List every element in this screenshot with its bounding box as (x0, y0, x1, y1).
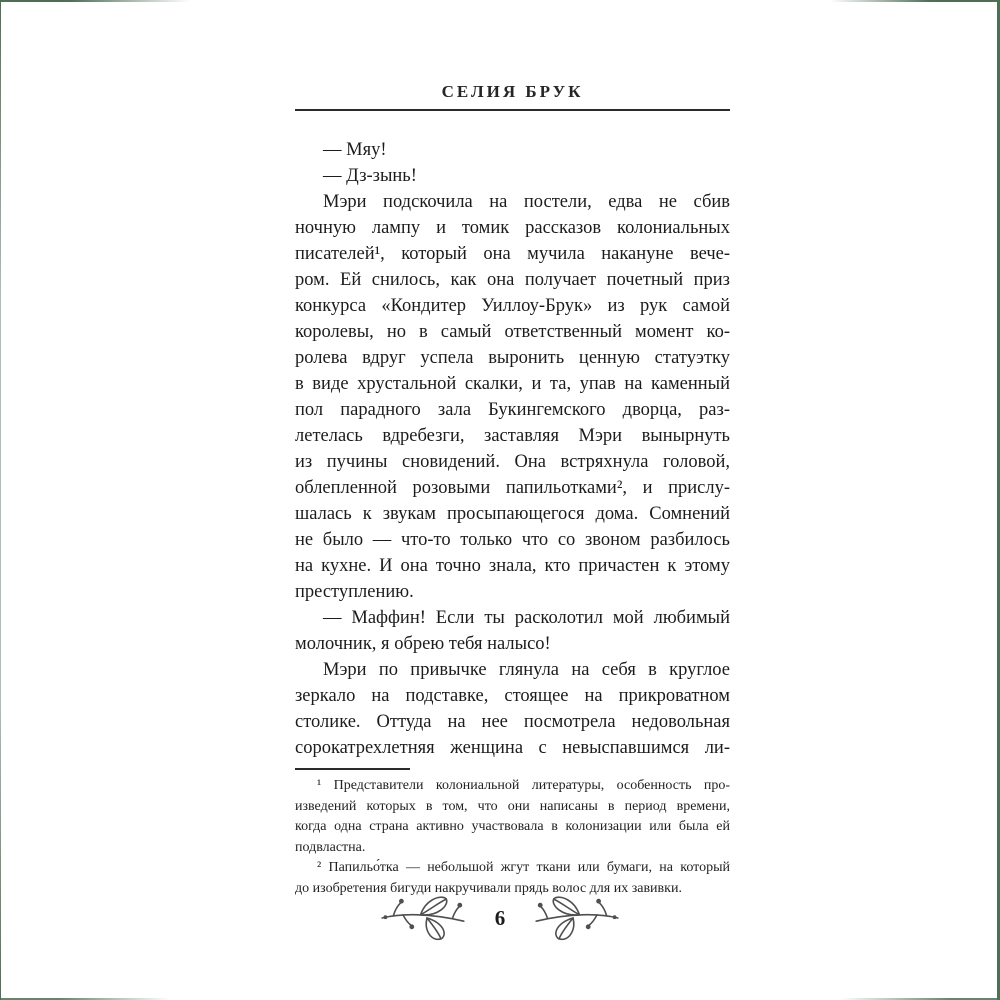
text-line: ром. Ей снилось, как она получает почетный приз (295, 270, 730, 290)
text-line: преступлению. (295, 582, 414, 602)
text-line: молочник, я обрею тебя налысо! (295, 634, 551, 654)
text-line: Мэри подскочила на постели, едва не сбив (323, 192, 730, 212)
body-text (295, 137, 730, 761)
text-line: конкурса «Кондитер Уиллоу-Брук» из рук самой (295, 296, 730, 316)
text-line: писателей¹, который она мучила накануне вече- (295, 244, 730, 264)
footnote-line: ¹ Представители колониальной литературы, особенность про- (317, 778, 730, 793)
leaf-ornament-left-icon (379, 890, 467, 946)
footnote-line: подвластна. (295, 839, 366, 855)
text-line: зеркало на подставке, стоящее на прикроватном (295, 686, 730, 706)
text-line: — Маффин! Если ты расколотил мой любимый (323, 608, 730, 628)
footnote-line: когда одна страна активно участвовала в колонизации или была ей (295, 819, 730, 834)
text-line: на кухне. И она точно знала, кто причастен к этому (295, 556, 730, 576)
footnote-line: ² Папильо́тка — небольшой жгут ткани или бумаги, на который (317, 860, 730, 875)
page-edge-left (0, 0, 1, 1000)
text-line: Мэри по привычке глянула на себя в круглое (323, 660, 730, 680)
page-content (295, 82, 730, 899)
running-header: СЕЛИЯ БРУК (441, 82, 584, 101)
text-line: в виде хрустальной скалки, и та, упав на каменный (295, 374, 730, 394)
text-line: облепленной розовыми папильотками², и прислу- (295, 478, 730, 498)
footnote-separator (295, 768, 410, 770)
text-line: ночную лампу и томик рассказов колониальных (295, 218, 730, 238)
footnotes (295, 776, 730, 899)
page-number: 6 (494, 905, 506, 930)
leaf-ornament-right-icon (533, 890, 621, 946)
header-rule (295, 109, 730, 111)
page-edge-top (0, 0, 1000, 2)
text-line: из пучины сновидений. Она встряхнула головой, (295, 452, 730, 472)
text-line: летелась вдребезги, заставляя Мэри вынырнуть (295, 426, 730, 446)
footnote-line: изведений которых в том, что они написаны в период времени, (295, 798, 730, 814)
text-line: пол парадного зала Букингемского дворца, раз- (295, 400, 730, 420)
text-line: столике. Оттуда на нее посмотрела недовольная (295, 712, 730, 732)
text-line: королевы, но в самый ответственный момент ко- (295, 322, 730, 342)
page-footer (0, 888, 1000, 948)
text-line: шалась к звукам просыпающегося дома. Сомнений (295, 504, 730, 524)
text-line: — Мяу! (323, 140, 387, 160)
text-line: — Дз-зынь! (323, 166, 417, 186)
text-line: не было — что-то только что со звоном разбилось (295, 530, 730, 550)
footnote-line: до изобретения бигуди накручивали прядь волос для их завивки. (295, 880, 682, 896)
text-line: сорокатрехлетняя женщина с невыспавшимся ли- (295, 738, 730, 758)
text-line: ролева вдруг успела выронить ценную статуэтку (295, 348, 730, 368)
